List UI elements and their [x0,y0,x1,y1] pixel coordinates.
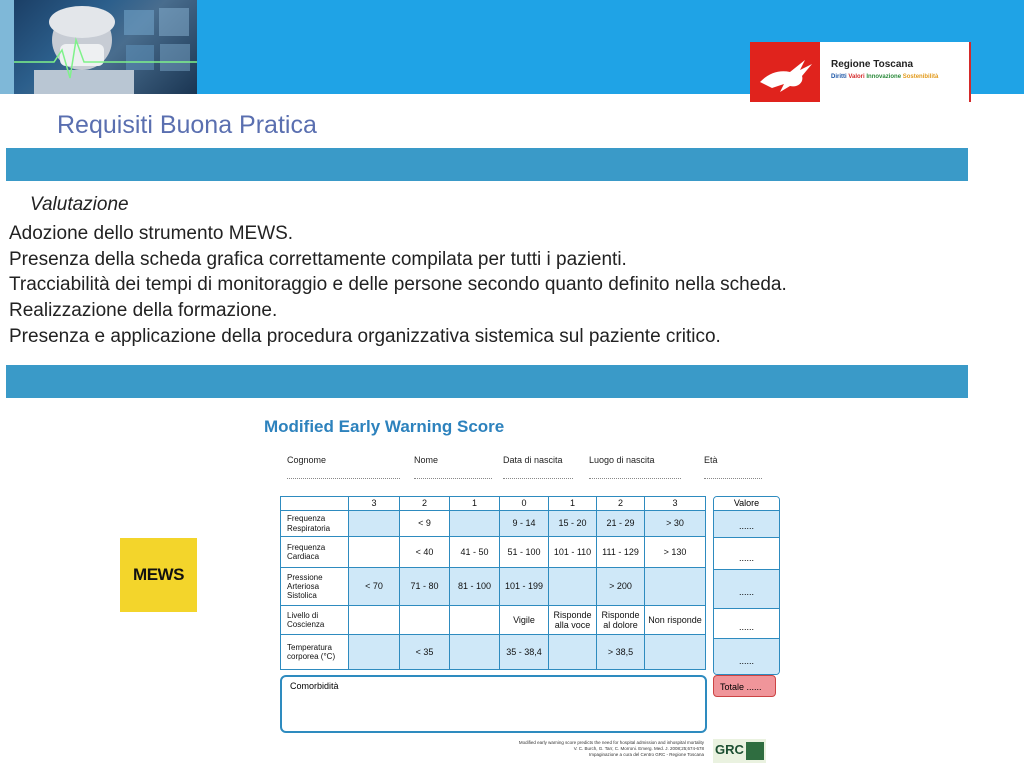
table-row-livello-coscienza [281,606,706,635]
field-eta: Età [704,455,718,465]
table-row-temperatura [281,635,706,670]
score-cell [349,537,400,568]
mews-score-table [280,496,706,670]
score-cell [549,568,597,606]
row-label: Frequenza Respiratoria [281,511,349,537]
pegasus-emblem [750,42,820,102]
field-data-nascita: Data di nascita [503,455,563,465]
valutazione-line: Adozione dello strumento MEWS. [9,223,294,244]
score-cell: Risponde al dolore [597,606,645,635]
valore-cell[interactable]: ...... [714,609,779,639]
citation-line: Modified early warning score predicts the need for hospital admission and inhospital mortality [518,740,704,745]
valutazione-line: Presenza e applicazione della procedura organizzativa sistemica sul paziente critico. [9,326,721,347]
valore-column [713,496,780,675]
row-label: Livello di Coscienza [281,606,349,635]
score-cell [549,635,597,670]
score-cell: > 30 [645,511,706,537]
grc-logo-mark [746,742,764,760]
logo-title: Regione Toscana [831,59,914,70]
bottom-divider-bar [6,365,968,398]
grc-logo-text: GRC [715,742,744,757]
score-cell: 15 - 20 [549,511,597,537]
citation [480,740,704,758]
score-cell: 101 - 110 [549,537,597,568]
grc-logo [713,739,766,763]
score-header-empty [281,497,349,511]
score-header: 1 [549,497,597,511]
pegasus-icon [750,42,820,102]
score-cell [645,635,706,670]
field-line-data [503,478,573,479]
logo-word-diritti: Diritti [831,74,847,80]
score-cell: 71 - 80 [400,568,450,606]
medical-photo-illustration [14,0,197,94]
field-line-eta [704,478,762,479]
score-cell: 9 - 14 [500,511,549,537]
logo-word-innovazione: Innovazione [866,74,902,80]
score-cell: 41 - 50 [450,537,500,568]
score-cell: > 38,5 [597,635,645,670]
valore-cell[interactable]: ...... [714,511,779,538]
table-row-pressione-arteriosa [281,568,706,606]
valore-cell[interactable]: ...... [714,639,779,674]
score-cell: Risponde alla voce [549,606,597,635]
score-cell: < 9 [400,511,450,537]
field-line-nome [414,478,492,479]
row-label: Pressione Arteriosa Sistolica [281,568,349,606]
mews-form-title: Modified Early Warning Score [264,417,505,436]
score-cell: > 200 [597,568,645,606]
score-header-row [281,497,706,511]
score-cell: 81 - 100 [450,568,500,606]
citation-line: Impaginazione a cura del Centro GRC - Regione Toscana [589,751,704,757]
score-cell: 111 - 129 [597,537,645,568]
score-header: 3 [349,497,400,511]
score-cell: 101 - 199 [500,568,549,606]
field-line-luogo [589,478,681,479]
logo-subtitle [831,74,938,80]
comorbidita-label: Comorbidità [290,681,339,691]
score-header: 0 [500,497,549,511]
score-cell [349,511,400,537]
field-line-cognome [287,478,400,479]
table-row-frequenza-respiratoria [281,511,706,537]
valutazione-line: Presenza della scheda grafica correttamente compilata per tutti i pazienti. [9,249,627,270]
regione-toscana-logo [750,42,971,102]
field-cognome: Cognome [287,455,327,465]
header-left-stripe [0,0,14,94]
score-cell [349,606,400,635]
field-nome: Nome [414,455,439,465]
score-cell [450,635,500,670]
row-label: Frequenza Cardiaca [281,537,349,568]
score-header: 2 [400,497,450,511]
row-label: Temperatura corporea (°C) [281,635,349,670]
score-cell: 21 - 29 [597,511,645,537]
table-row-frequenza-cardiaca [281,537,706,568]
score-cell: Non risponde [645,606,706,635]
valutazione-line: Realizzazione della formazione. [9,300,278,321]
logo-word-valori: Valori [848,74,865,80]
mews-badge: MEWS [120,538,197,612]
citation-line: V. C. Burch, G. Tarr, C. Morroni. Emerg. Med. J. 2008;25;674-678 [573,745,704,751]
score-cell: > 130 [645,537,706,568]
page-title: Requisiti Buona Pratica [57,111,317,139]
logo-word-sostenibilita: Sostenibilità [902,74,939,80]
score-cell [450,511,500,537]
score-cell [349,635,400,670]
header-medical-photo [14,0,197,94]
valore-cell[interactable]: ...... [714,570,779,609]
score-cell [400,606,450,635]
totale-box[interactable]: Totale ...... [713,675,776,697]
score-cell: 51 - 100 [500,537,549,568]
score-cell: < 70 [349,568,400,606]
field-luogo-nascita: Luogo di nascita [589,455,655,465]
valutazione-line: Tracciabilità dei tempi di monitoraggio e delle persone secondo quanto definito nella scheda. [9,274,787,295]
valutazione-heading: Valutazione [30,194,129,215]
score-cell [645,568,706,606]
score-cell: Vigile [500,606,549,635]
score-cell [450,606,500,635]
score-cell: < 35 [400,635,450,670]
score-header: 1 [450,497,500,511]
score-header: 2 [597,497,645,511]
valore-header: Valore [714,497,779,511]
valore-cell[interactable]: ...... [714,538,779,570]
score-cell: < 40 [400,537,450,568]
score-cell: 35 - 38,4 [500,635,549,670]
score-header: 3 [645,497,706,511]
comorbidita-box[interactable] [280,675,707,733]
top-divider-bar [6,148,968,181]
